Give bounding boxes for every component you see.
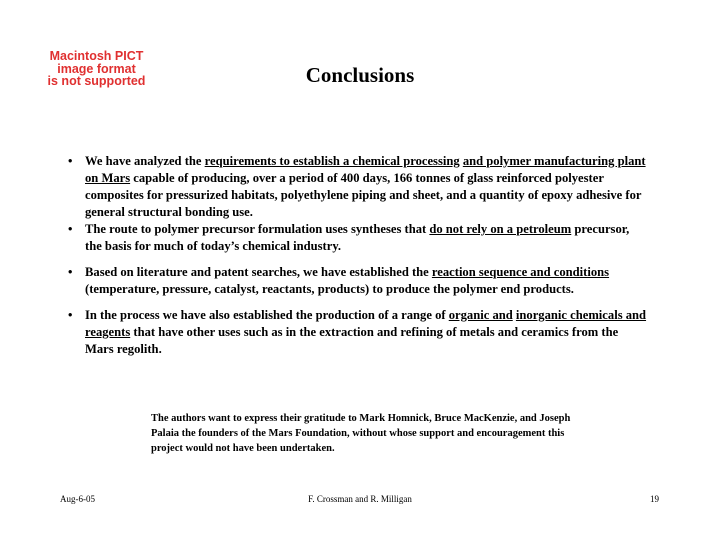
underlined-text: do not rely on a petroleum [429,222,572,236]
bullet-item [68,221,648,255]
bullet-text: In the process we have also established the production of a range of [85,308,449,322]
bullet-text: The route to polymer precursor formulation uses syntheses that [85,222,430,236]
bullet-text: Based on literature and patent searches, we have established the [85,265,432,279]
bullet-text: We have analyzed the [85,154,205,168]
acknowledgement: The authors want to express their gratitude to Mark Homnick, Bruce MacKenzie, and Joseph Palaia the founders of the Mars Foundation, without whose support and encouragement this project would not have been undertaken. [151,413,571,454]
bullet-text: precursor, the basis for much of today’s chemical industry. [85,222,630,253]
underlined-text: and polymer manufacturing plant on Mars [85,154,646,185]
page-number: 19 [650,494,659,504]
placeholder-line: is not supported [47,74,146,88]
bullet-item [68,153,648,221]
underlined-text: inorganic chemicals and reagents [85,308,647,339]
footer-authors: F. Crossman and R. Milligan [308,494,412,504]
underlined-text: organic and [448,308,513,322]
underlined-text: requirements to establish a chemical processing [204,154,460,168]
slide-title: Conclusions [305,63,415,87]
bullet-text: capable of producing, over a period of 400 days, 166 tonnes of glass reinforced polyester composites for pressurized habitats, polyethylene piping and sheet, and a quantity of epoxy adhesive for general structural bonding use. [85,171,642,219]
placeholder-line: Macintosh PICT [49,49,144,63]
bullet-item [68,264,648,298]
bullet-text: that have other uses such as in the extraction and refining of metals and ceramics from the Mars regolith. [85,325,619,356]
underlined-text: reaction sequence and conditions [431,265,610,279]
bullet-item [68,307,648,358]
footer-date: Aug-6-05 [60,494,95,504]
placeholder-line: image format [57,61,136,76]
conclusion-bullets [68,153,648,358]
bullet-text: (temperature, pressure, catalyst, reactants, products) to produce the polymer end products. [85,282,574,296]
